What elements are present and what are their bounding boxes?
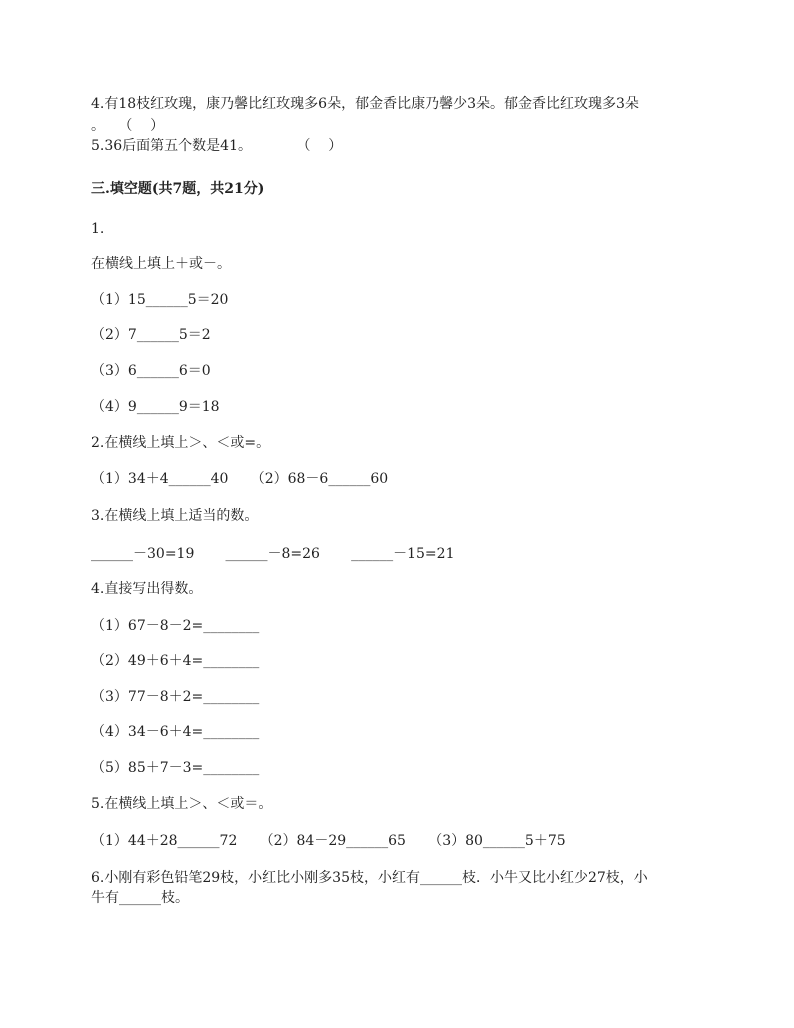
fill-1-number: 1. bbox=[91, 221, 105, 237]
fill-4-title: 4.直接写出得数。 bbox=[91, 581, 203, 597]
fill-6-line-1: 6.小刚有彩色铅笔29枝，小红比小刚多35枝，小红有______枝．小牛又比小红少27枝，小 bbox=[91, 870, 648, 886]
fill-3-title: 3.在横线上填上适当的数。 bbox=[91, 508, 259, 524]
fill-5-items: （1）44＋28______72 （2）84－29______65 （3）80______5＋75 bbox=[91, 833, 566, 849]
fill-1-item: （3）6______6＝0 bbox=[91, 363, 211, 379]
fill-4-item: （2）49＋6＋4=________ bbox=[91, 653, 260, 669]
fill-3-items: ______－30=19 ______－8=26 ______－15=21 bbox=[91, 546, 455, 562]
fill-4-item: （5）85＋7－3=________ bbox=[91, 760, 260, 776]
section-3-title: 三.填空题(共7题，共21分) bbox=[91, 181, 265, 197]
question-4-line-1: 4.有18枝红玫瑰，康乃馨比红玫瑰多6朵，郁金香比康乃馨少3朵。郁金香比红玫瑰多3朵 bbox=[91, 96, 639, 112]
fill-4-item: （4）34－6＋4=________ bbox=[91, 724, 260, 740]
fill-1-item: （2）7______5＝2 bbox=[91, 327, 211, 343]
fill-2-title: 2.在横线上填上＞、＜或=。 bbox=[91, 435, 271, 451]
fill-4-item: （1）67－8－2=________ bbox=[91, 618, 260, 634]
fill-1-instruction: 在横线上填上＋或－。 bbox=[91, 256, 231, 272]
fill-6-line-2: 牛有______枝。 bbox=[91, 890, 189, 906]
fill-2-items: （1）34＋4______40 （2）68－6______60 bbox=[91, 471, 389, 487]
fill-4-item: （3）77－8＋2=________ bbox=[91, 689, 260, 705]
question-5: 5.36后面第五个数是41。 （ ） bbox=[91, 138, 343, 154]
question-4-line-2: 。 （ ） bbox=[91, 118, 165, 134]
fill-5-title: 5.在横线上填上＞、＜或＝。 bbox=[91, 796, 273, 812]
fill-1-item: （4）9______9＝18 bbox=[91, 399, 220, 415]
fill-1-item: （1）15______5＝20 bbox=[91, 292, 229, 308]
